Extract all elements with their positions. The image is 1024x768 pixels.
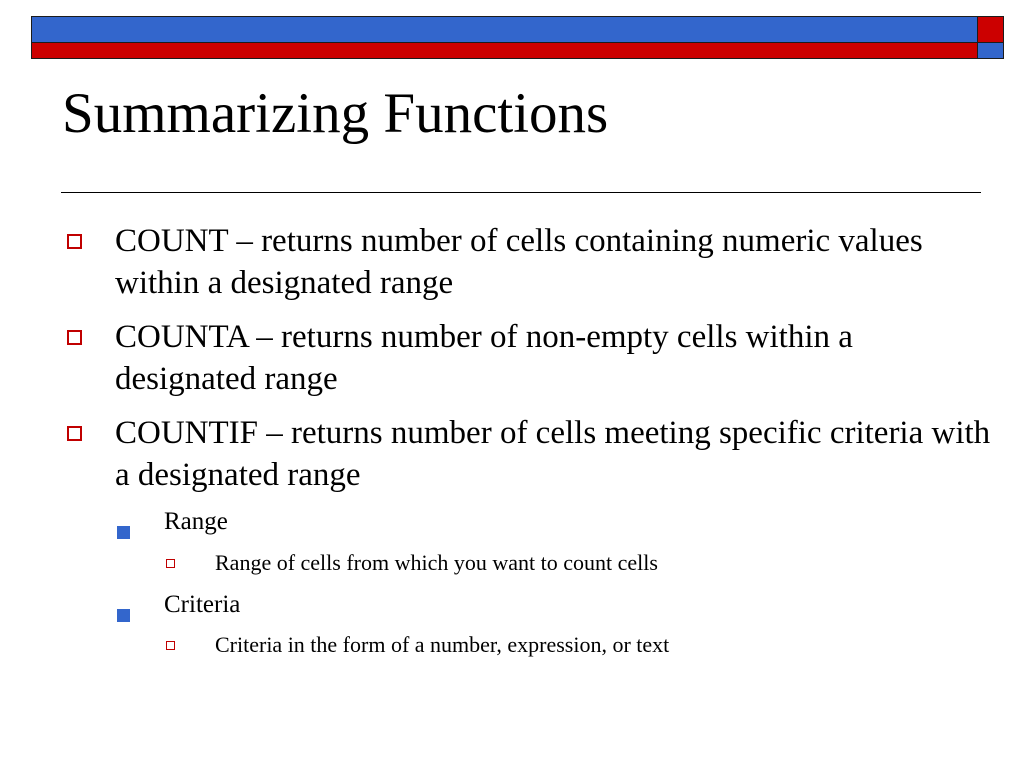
- sub-sub-bullet-text: Criteria in the form of a number, expression, or text: [215, 632, 670, 657]
- hollow-square-bullet-icon: [166, 641, 175, 650]
- hollow-square-bullet-icon: [67, 330, 82, 345]
- slide-title: Summarizing Functions: [62, 82, 609, 145]
- hollow-square-bullet-icon: [166, 559, 175, 568]
- sub-bullet-text: Criteria: [164, 591, 241, 618]
- sub-sub-bullet-range-detail: [166, 549, 658, 577]
- bullet-text: COUNTA – returns number of non-empty cells within a designated range: [115, 319, 853, 397]
- bullet-item-count: [62, 220, 992, 304]
- hollow-square-bullet-icon: [67, 426, 82, 441]
- sub-sub-bullet-criteria-detail: [166, 631, 669, 659]
- hollow-square-bullet-icon: [67, 234, 82, 249]
- sub-sub-bullet-text: Range of cells from which you want to count cells: [215, 550, 658, 575]
- filled-square-bullet-icon: [117, 516, 130, 529]
- bullet-text: COUNTIF – returns number of cells meeting specific criteria with a designated range: [115, 415, 991, 493]
- bullet-item-countif: [62, 412, 992, 496]
- sub-bullet-range: [117, 506, 228, 538]
- bullet-text: COUNT – returns number of cells containing numeric values within a designated range: [115, 223, 923, 301]
- filled-square-bullet-icon: [117, 599, 130, 612]
- sub-bullet-criteria: [117, 589, 240, 621]
- bullet-item-counta: [62, 316, 992, 400]
- sub-bullet-text: Range: [164, 508, 228, 535]
